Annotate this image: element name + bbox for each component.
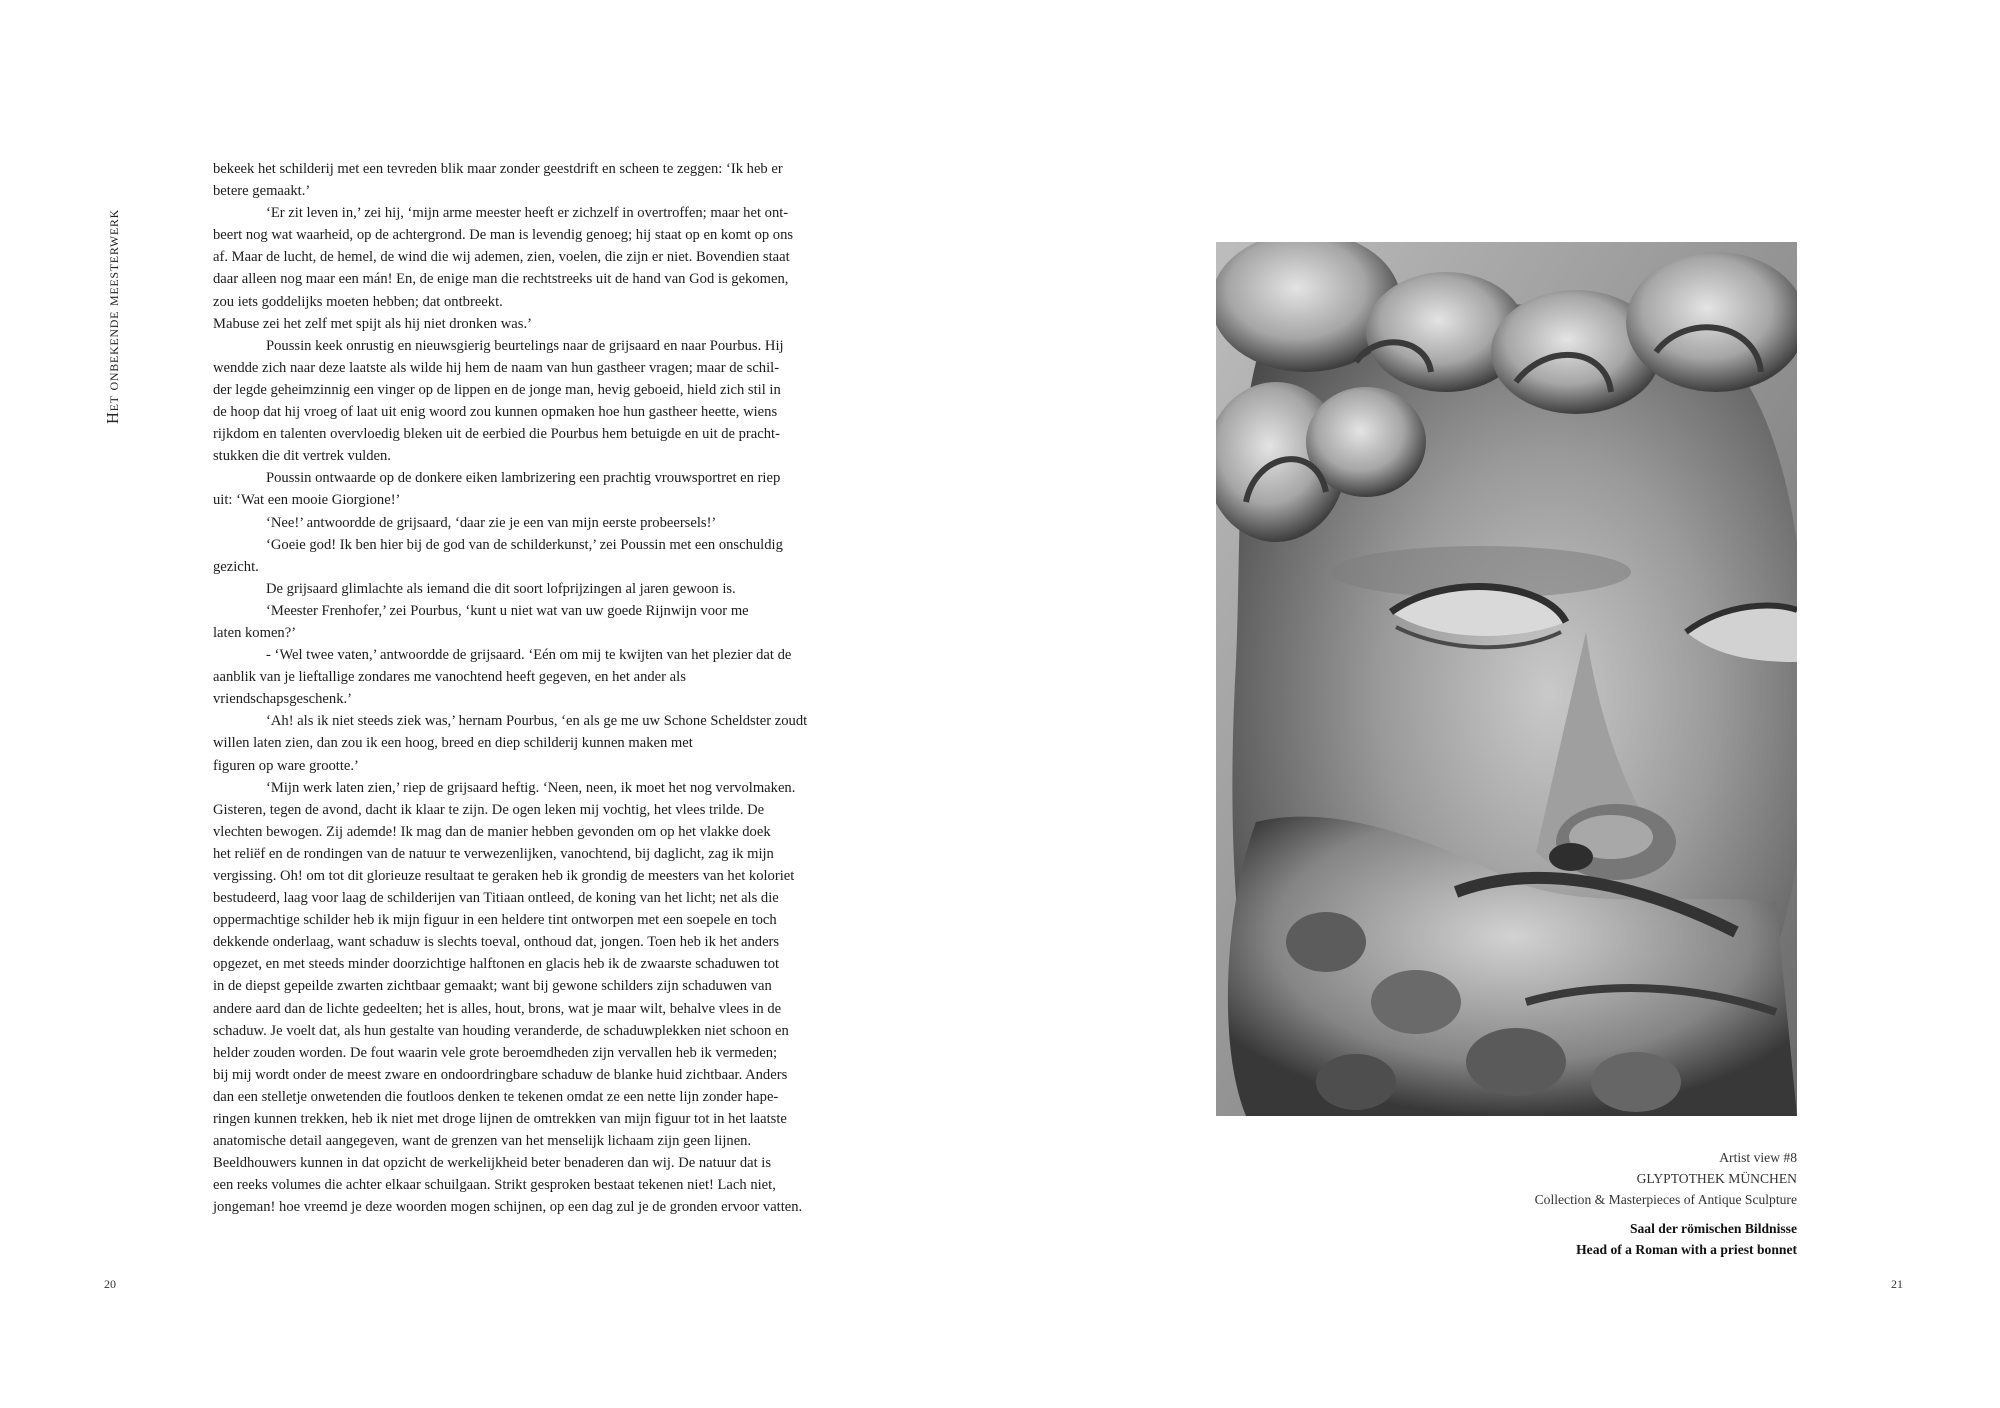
text-line: wendde zich naar deze laatste als wilde hij hem de naam van hun gastheer vragen; maar de schil-	[213, 359, 780, 376]
text-line: ‘Mijn werk laten zien,’ riep de grijsaard heftig. ‘Neen, neen, ik moet het nog vervolmaken.	[266, 779, 796, 796]
text-line: Poussin ontwaarde op de donkere eiken lambrizering een prachtig vrouwsportret en riep	[266, 470, 781, 487]
text-line: der legde geheimzinnig een vinger op de lippen en de jonge man, hevig geboeid, hield zich stil in	[213, 381, 781, 398]
text-line: oppermachtige schilder heb ik mijn figuur in een heldere tint ontworpen met een soepele en toch	[213, 912, 777, 929]
caption-title: Head of a Roman with a priest bonnet	[1576, 1242, 1797, 1257]
text-line: uit: ‘Wat een mooie Giorgione!’	[213, 492, 401, 509]
text-line: willen laten zien, dan zou ik een hoog, breed en diep schilderij kunnen maken met	[213, 735, 693, 752]
caption-museum: GLYPTOTHEK MÜNCHEN	[1636, 1171, 1797, 1186]
sculpture-photo	[1216, 242, 1797, 1116]
text-line: aanblik van je lieftallige zondares me vanochtend heeft gegeven, en het ander als	[213, 669, 686, 686]
text-line: in de diepst gepeilde zwarten zichtbaar gemaakt; want bij gewone schilders zijn schaduwen van	[213, 978, 772, 995]
text-line: bestudeerd, laag voor laag de schilderijen van Titiaan ontleed, de koning van het licht; net als die	[213, 890, 779, 907]
caption-collection: Collection & Masterpieces of Antique Sculpture	[1534, 1192, 1797, 1207]
text-line: bij mij wordt onder de meest zware en ondoordringbare schaduw de blanke huid zichtbaar. Anders	[213, 1066, 788, 1083]
text-line: ‘Nee!’ antwoordde de grijsaard, ‘daar zie je een van mijn eerste probeersels!’	[266, 514, 717, 531]
text-line: het reliëf en de rondingen van de natuur te verwezenlijken, vanochtend, bij daglicht, zag ik mijn	[213, 845, 774, 862]
text-line: af. Maar de lucht, de hemel, de wind die wij ademen, zien, voelen, die zijn er niet. Bovendien staat	[213, 249, 790, 266]
text-line: anatomische detail aangegeven, want de grenzen van het menselijk lichaam zijn geen lijnen.	[213, 1133, 752, 1150]
text-line: vlechten bewogen. Zij ademde! Ik mag dan de manier hebben gevonden om op het vlakke doek	[213, 823, 771, 840]
text-line: ‘Er zit leven in,’ zei hij, ‘mijn arme meester heeft er zichzelf in overtroffen; maar het ont-	[266, 205, 789, 222]
running-head: Het onbekende meesterwerk	[103, 209, 122, 424]
text-line: Poussin keek onrustig en nieuwsgierig beurtelings naar de grijsaard en naar Pourbus. Hij	[266, 337, 784, 354]
photo-caption	[1400, 1147, 1797, 1260]
text-line: dan een stelletje onwetenden die foutloos denken te tekenen omdat ze een nette lijn zonder hape-	[213, 1088, 779, 1105]
text-line: schaduw. Je voelt dat, als hun gestalte van houding veranderde, de schaduwplekken niet schoon en	[213, 1022, 789, 1039]
text-line: - ‘Wel twee vaten,’ antwoordde de grijsaard. ‘Eén om mij te kwijten van het plezier dat de	[266, 647, 792, 664]
text-line: ringen kunnen trekken, heb ik niet met droge lijnen de omtrekken van mijn figuur tot in het laatste	[213, 1111, 787, 1128]
caption-hall: Saal der römischen Bildnisse	[1629, 1221, 1797, 1236]
text-line: betere gemaakt.’	[213, 183, 311, 200]
marble-head-image	[1216, 242, 1797, 1116]
text-line: andere aard dan de lichte gedeelten; het is alles, hout, brons, wat je maar wilt, behalve vlees in de	[213, 1000, 782, 1017]
text-line: Gisteren, tegen de avond, dacht ik klaar te zijn. De ogen leken mij vochtig, het vlees trilde. De	[213, 801, 765, 818]
text-line: beert nog wat waarheid, op de achtergrond. De man is levendig genoeg; hij staat op en komt op ons	[213, 227, 794, 244]
text-line: ‘Goeie god! Ik ben hier bij de god van de schilderkunst,’ zei Poussin met een onschuldig	[266, 536, 783, 553]
text-line: een reeks volumes die achter elkaar schuilgaan. Strikt gesproken bestaat tekenen niet! Lach niet,	[213, 1177, 776, 1194]
text-line: laten komen?’	[213, 624, 297, 641]
page-number-left: 20	[104, 1277, 116, 1291]
page-number-right: 21	[1891, 1277, 1903, 1291]
text-line: stukken die dit vertrek vulden.	[213, 448, 391, 465]
text-line: zou iets goddelijks moeten hebben; dat ontbreekt.	[213, 293, 503, 310]
text-line: vriendschapsgeschenk.’	[213, 691, 352, 708]
text-line: gezicht.	[213, 558, 259, 575]
text-line: Mabuse zei het zelf met spijt als hij niet dronken was.’	[213, 315, 532, 332]
text-line: ‘Meester Frenhofer,’ zei Pourbus, ‘kunt u niet wat van uw goede Rijnwijn voor me	[266, 602, 749, 619]
text-line: bekeek het schilderij met een tevreden blik maar zonder geestdrift en scheen te zeggen: ‘Ik heb er	[213, 161, 783, 177]
text-line: daar alleen nog maar een mán! En, de enige man die rechtstreeks uit de hand van God is gekomen,	[213, 271, 789, 288]
text-line: Beeldhouwers kunnen in dat opzicht de werkelijkheid beter benaderen dan wij. De natuur dat is	[213, 1155, 772, 1172]
text-line: dekkende onderlaag, want schaduw is slechts toeval, onthoud dat, jongen. Toen heb ik het anders	[213, 934, 780, 951]
text-line: De grijsaard glimlachte als iemand die dit soort lofprijzingen al jaren gewoon is.	[266, 580, 736, 597]
text-line: helder zouden worden. De fout waarin vele grote beroemdheden zijn vervallen heb ik vermeden;	[213, 1044, 778, 1061]
text-line: de hoop dat hij vroeg of laat uit enig woord zou kunnen opmaken hoe hun gastheer heette, wiens	[213, 404, 778, 421]
text-line: ‘Ah! als ik niet steeds ziek was,’ hernam Pourbus, ‘en als ge me uw Schone Scheldster zoudt	[266, 713, 808, 730]
text-line: figuren op ware grootte.’	[213, 757, 359, 774]
caption-artist-view: Artist view #8	[1719, 1150, 1797, 1165]
body-text	[213, 158, 853, 1219]
text-line: rijkdom en talenten overvloedig bleken uit de eerbied die Pourbus hem betuigde en uit de pracht-	[213, 426, 780, 443]
text-line: vergissing. Oh! om tot dit glorieuze resultaat te geraken heb ik grondig de meesters van het koloriet	[213, 868, 795, 884]
text-line: jongeman! hoe vreemd je deze woorden mogen schijnen, op een dag zul je de gronden ervoor vatten.	[213, 1199, 803, 1216]
text-line: opgezet, en met steeds minder doorzichtige halftonen en glacis heb ik de zwaarste schaduwen tot	[213, 956, 780, 973]
